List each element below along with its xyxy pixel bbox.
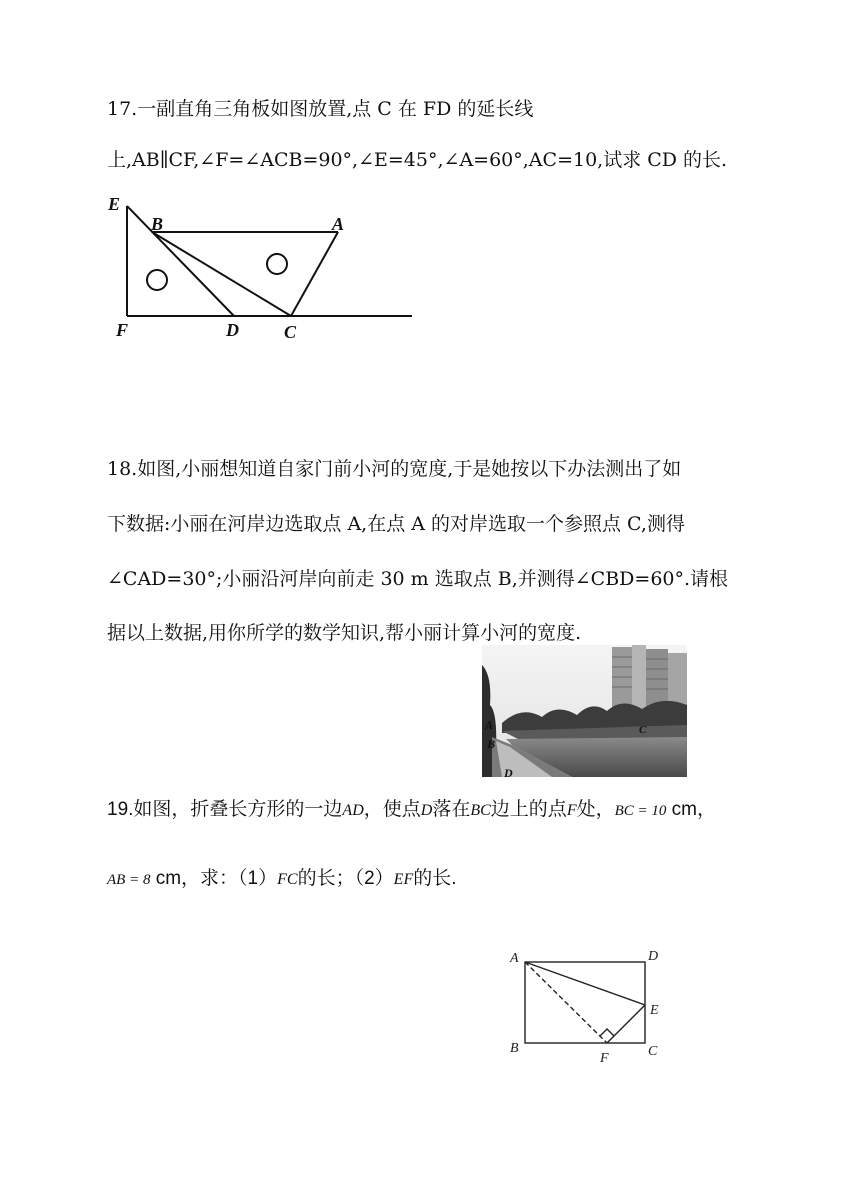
fig19-label-a: A [510, 951, 519, 966]
problem-17-line-2: 上,AB∥CF,∠F=∠ACB=90°,∠E=45°,∠A=60°,AC=10,试求 CD 的长. [107, 149, 728, 171]
problem-18-line-3: ∠CAD=30°;小丽沿河岸向前走 30 m 选取点 B,并测得∠CBD=60°.请根 [107, 568, 729, 590]
p19-text-l2c: 的长. [413, 868, 457, 889]
p19-text-b: ，使点 [363, 799, 421, 820]
fig19-label-c: C [648, 1044, 658, 1059]
right-angle-mark [600, 1029, 614, 1036]
circle-left [147, 270, 167, 290]
p19-text-h: cm， [666, 799, 717, 820]
rectangle-fold-figure [500, 942, 680, 1072]
problem-19-line-2 [107, 869, 457, 888]
label-c: C [284, 322, 297, 342]
rectangle-abcd [525, 962, 645, 1043]
problem-18-line-1: 18.如图,小丽想知道自家门前小河的宽度,于是她按以下办法测出了如 [107, 458, 682, 480]
problem-18-line-4: 据以上数据,用你所学的数学知识,帮小丽计算小河的宽度. [107, 622, 582, 644]
p19-var-ad: AD [342, 802, 364, 819]
problem-17-line-1: 17.一副直角三角板如图放置,点 C 在 FD 的延长线 [107, 98, 534, 120]
fig19-label-b: B [510, 1041, 519, 1056]
p19-var-f: F [566, 802, 577, 819]
p19-var-bc: BC [470, 802, 491, 819]
label-e: E [108, 194, 121, 214]
label-f: F [116, 320, 129, 340]
p19-text-a: 19.如图，折叠长方形的一边 [107, 799, 343, 820]
river-photo [482, 645, 687, 777]
problem-18-line-2: 下数据:小丽在河岸边选取点 A,在点 A 的对岸选取一个参照点 C,测得 [107, 513, 685, 535]
p19-text-e: 边上的点 [490, 799, 567, 820]
p19-text-l2a: cm，求：（1） [150, 868, 278, 889]
label-b: B [151, 214, 164, 234]
p19-text-l2b: 的长；（2） [297, 868, 394, 889]
photo-label-b: B [487, 737, 496, 751]
fig19-label-e: E [650, 1003, 659, 1018]
problem-19-line-1 [107, 800, 716, 819]
p19-ab-value: AB = 8 [107, 872, 151, 888]
line-ed [127, 206, 234, 316]
label-a: A [332, 214, 345, 234]
line-ac [291, 232, 338, 316]
p19-bc-value: BC = 10 [614, 803, 667, 819]
line-af-dashed [525, 962, 607, 1043]
label-d: D [226, 320, 239, 340]
photo-label-d: D [504, 766, 513, 777]
photo-label-a: A [485, 718, 494, 732]
triangle-figure-17 [100, 190, 420, 350]
p19-var-fc: FC [277, 871, 298, 888]
p19-text-g: 处， [576, 799, 615, 820]
circle-right [267, 254, 287, 274]
fig19-label-d: D [648, 949, 659, 964]
photo-label-c: C [639, 724, 647, 736]
p19-var-d: D [420, 802, 433, 819]
p19-var-ef: EF [393, 871, 414, 888]
p19-text-c: 落在 [432, 799, 471, 820]
line-ae [525, 962, 645, 1005]
line-fe [607, 1005, 645, 1043]
fig19-label-f: F [600, 1051, 609, 1066]
